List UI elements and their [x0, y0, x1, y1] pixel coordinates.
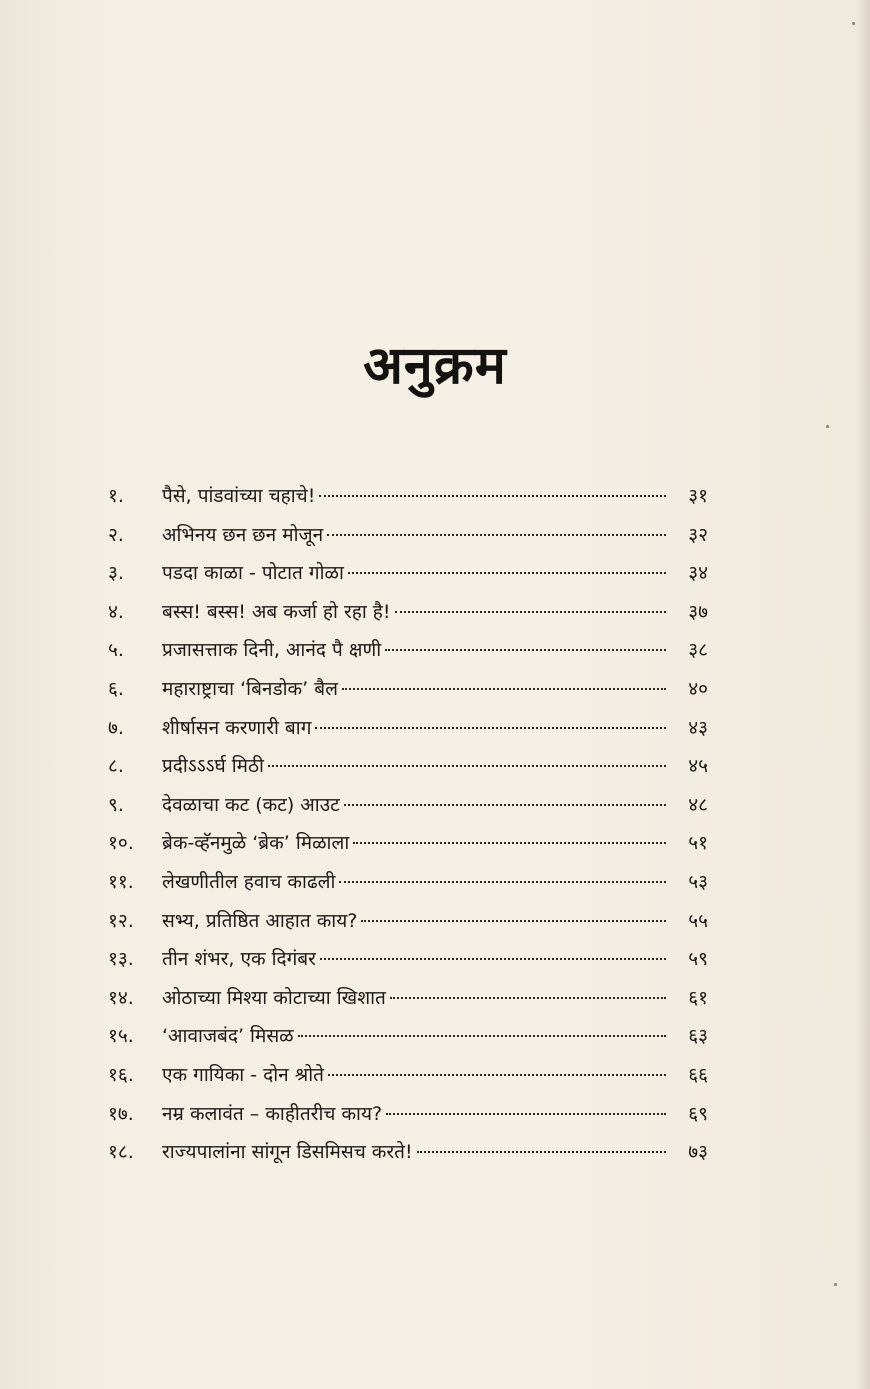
page-edge-shadow [856, 0, 870, 1389]
table-of-contents [108, 477, 708, 1172]
entry-number: १२. [108, 909, 134, 932]
dot-leader [386, 1112, 666, 1115]
toc-entry [108, 670, 708, 709]
entry-page-number: ६१ [688, 986, 708, 1009]
entry-number: १५. [108, 1025, 134, 1048]
toc-entry [108, 940, 708, 979]
entry-title: पैसे, पांडवांच्या चहाचे! [162, 485, 316, 507]
toc-entry [108, 516, 708, 555]
entry-page-number: ३४ [688, 562, 708, 585]
toc-entry [108, 477, 708, 516]
dot-leader [320, 957, 666, 960]
entry-number: १४. [108, 986, 134, 1009]
entry-page-number: ६६ [688, 1063, 708, 1086]
paper-speck [826, 425, 829, 428]
entry-title: ब्रेक-व्हॅनमुळे ‘ब्रेक’ मिळाला [162, 832, 350, 855]
entry-number: ६. [108, 677, 124, 700]
dot-leader [319, 494, 666, 497]
entry-page-number: ४३ [688, 716, 708, 739]
entry-number: १३. [108, 948, 134, 971]
entry-number: १७. [108, 1102, 134, 1125]
toc-entry [108, 824, 708, 863]
dot-leader [342, 687, 666, 690]
entry-number: ११. [108, 870, 134, 893]
dot-leader [395, 610, 667, 613]
entry-page-number: ५३ [688, 870, 708, 893]
entry-number: १८. [108, 1141, 134, 1164]
toc-entry [108, 1095, 708, 1134]
dot-leader [417, 1150, 666, 1153]
entry-number: ७. [108, 716, 124, 739]
entry-number: १०. [108, 832, 134, 855]
dot-leader [385, 648, 666, 651]
dot-leader [268, 764, 666, 767]
toc-entry [108, 863, 708, 902]
entry-number: ८. [108, 755, 124, 778]
entry-title: पडदा काळा - पोटात गोळा [162, 562, 344, 585]
entry-title: ‘आवाजबंद’ मिसळ [162, 1025, 294, 1048]
toc-entry [108, 747, 708, 786]
toc-entry [108, 593, 708, 632]
entry-title: ओठाच्या मिश्या कोटाच्या खिशात [162, 986, 386, 1009]
entry-page-number: ३७ [688, 600, 708, 623]
dot-leader [339, 880, 666, 883]
toc-entry [108, 979, 708, 1018]
dot-leader [298, 1034, 666, 1037]
entry-title: तीन शंभर, एक दिगंबर [162, 948, 316, 971]
dot-leader [348, 571, 666, 574]
entry-page-number: ३१ [688, 485, 708, 507]
entry-number: ४. [108, 600, 124, 623]
dot-leader [327, 533, 666, 536]
toc-entry [108, 902, 708, 941]
entry-number: ९. [108, 793, 124, 816]
toc-entry [108, 1056, 708, 1095]
dot-leader [344, 803, 666, 806]
entry-title: शीर्षासन करणारी बाग [162, 716, 312, 739]
entry-number: ५. [108, 639, 124, 662]
dot-leader [361, 919, 666, 922]
entry-number: २. [108, 523, 124, 546]
dot-leader [328, 1073, 666, 1076]
entry-page-number: ३२ [688, 523, 708, 546]
dot-leader [390, 996, 666, 999]
entry-page-number: ५५ [688, 909, 708, 932]
entry-title: प्रदीऽऽऽर्घ मिठी [162, 755, 264, 778]
toc-entry [108, 631, 708, 670]
toc-entry [108, 786, 708, 825]
page-title: अनुक्रम [363, 336, 507, 396]
entry-page-number: ४८ [688, 793, 708, 816]
entry-page-number: ३८ [688, 639, 708, 662]
entry-number: १६. [108, 1063, 134, 1086]
entry-title: देवळाचा कट (कट) आउट [162, 793, 340, 816]
toc-entry [108, 1133, 708, 1172]
entry-title: लेखणीतील हवाच काढली [162, 870, 336, 893]
entry-title: बस्स! बस्स! अब कर्जा हो रहा है! [162, 600, 391, 623]
dot-leader [315, 726, 666, 729]
entry-page-number: ५९ [688, 948, 708, 971]
entry-page-number: ७३ [688, 1141, 708, 1164]
entry-title: एक गायिका - दोन श्रोते [162, 1063, 324, 1086]
entry-title: नम्र कलावंत – काहीतरीच काय? [162, 1102, 383, 1125]
dot-leader [353, 841, 666, 844]
entry-title: राज्यपालांना सांगून डिसमिसच करते! [162, 1141, 413, 1164]
entry-page-number: ६३ [688, 1025, 708, 1048]
toc-entry [108, 554, 708, 593]
entry-title: प्रजासत्ताक दिनी, आनंद पै क्षणी [162, 639, 382, 662]
entry-number: ३. [108, 562, 124, 585]
entry-page-number: ६९ [688, 1102, 708, 1125]
entry-page-number: ४५ [688, 755, 708, 778]
entry-title: महाराष्ट्राचा ‘बिनडोक’ बैल [162, 677, 338, 700]
toc-entry [108, 709, 708, 748]
entry-title: सभ्य, प्रतिष्ठित आहात काय? [162, 909, 358, 932]
paper-speck [834, 1283, 837, 1286]
entry-title: अभिनय छन छन मोजून [162, 523, 324, 546]
paper-speck [852, 22, 855, 25]
toc-entry [108, 1017, 708, 1056]
entry-page-number: ५१ [688, 832, 708, 855]
entry-page-number: ४० [688, 677, 708, 700]
entry-number: १. [108, 485, 124, 507]
